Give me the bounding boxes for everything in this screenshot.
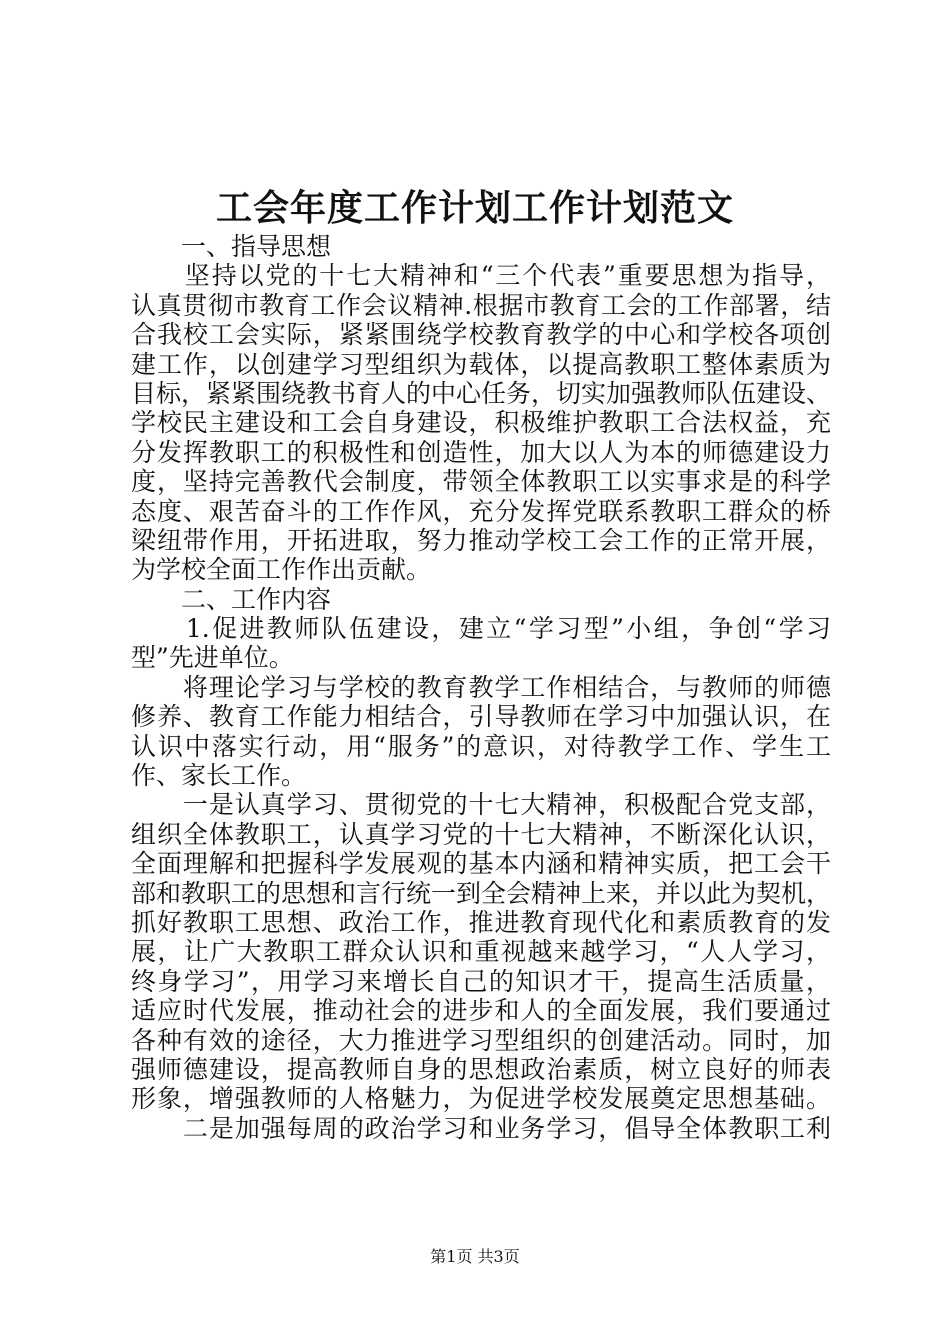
text-line: 学校民主建设和工会自身建设，积极维护教职工合法权益，充 [131, 408, 831, 438]
document-title: 工会年度工作计划工作计划范文 [215, 187, 734, 229]
text-line: 形象，增强教师的人格魅力，为促进学校发展奠定思想基础。 [131, 1084, 831, 1114]
page-footer [0, 1247, 950, 1267]
text-line: 将理论学习与学校的教育教学工作相结合，与教师的师德 [131, 672, 831, 702]
text-line: 适应时代发展，推动社会的进步和人的全面发展，我们要通过 [131, 996, 831, 1026]
text-line: 组织全体教职工，认真学习党的十七大精神，不断深化认识， [131, 819, 831, 849]
text-line: 认识中落实行动，用“服务”的意识，对待教学工作、学生工 [131, 731, 831, 761]
text-line: 坚持以党的十七大精神和“三个代表”重要思想为指导， [131, 261, 831, 291]
page-number: 第1页 共3页 [430, 1247, 520, 1266]
text-line: 度，坚持完善教代会制度，带领全体教职工以实事求是的科学 [131, 467, 831, 497]
text-line: 型”先进单位。 [131, 643, 294, 673]
text-line: 分发挥教职工的积极性和创造性，加大以人为本的师德建设力 [131, 437, 831, 467]
text-line: 梁纽带作用，开拓进取，努力推动学校工会工作的正常开展， [131, 525, 831, 555]
text-line: 各种有效的途径，大力推进学习型组织的创建活动。同时，加 [131, 1025, 831, 1055]
text-line: 1.促进教师队伍建设，建立“学习型”小组，争创“学习 [131, 614, 831, 644]
text-line: 为学校全面工作作出贡献。 [131, 555, 432, 585]
text-line: 部和教职工的思想和言行统一到全会精神上来，并以此为契机， [131, 878, 832, 908]
text-line: 认真贯彻市教育工作会议精神.根据市教育工会的工作部署，结 [131, 290, 831, 320]
text-line: 终身学习”，用学习来增长自己的知识才干，提高生活质量， [131, 966, 831, 996]
text-line: 作、家长工作。 [131, 761, 307, 791]
text-line: 修养、教育工作能力相结合，引导教师在学习中加强认识，在 [131, 702, 831, 732]
text-line: 一是认真学习、贯彻党的十七大精神，积极配合党支部， [131, 790, 831, 820]
document-body [131, 232, 831, 1143]
text-line: 展，让广大教职工群众认识和重视越来越学习，“人人学习， [131, 937, 831, 967]
text-line: 二是加强每周的政治学习和业务学习，倡导全体教职工利 [131, 1113, 831, 1143]
text-line: 合我校工会实际，紧紧围绕学校教育教学的中心和学校各项创 [131, 320, 831, 350]
text-line: 一、指导思想 [131, 232, 332, 261]
text-line: 抓好教职工思想、政治工作，推进教育现代化和素质教育的发 [131, 907, 831, 937]
text-line: 建工作，以创建学习型组织为载体，以提高教职工整体素质为 [131, 349, 831, 379]
text-line: 二、工作内容 [131, 584, 332, 614]
text-line: 目标，紧紧围绕教书育人的中心任务，切实加强教师队伍建设、 [131, 378, 832, 408]
text-line: 态度、艰苦奋斗的工作作风，充分发挥党联系教职工群众的桥 [131, 496, 831, 526]
text-line: 强师德建设，提高教师自身的思想政治素质，树立良好的师表 [131, 1054, 831, 1084]
text-line: 全面理解和把握科学发展观的基本内涵和精神实质，把工会干 [131, 849, 831, 879]
